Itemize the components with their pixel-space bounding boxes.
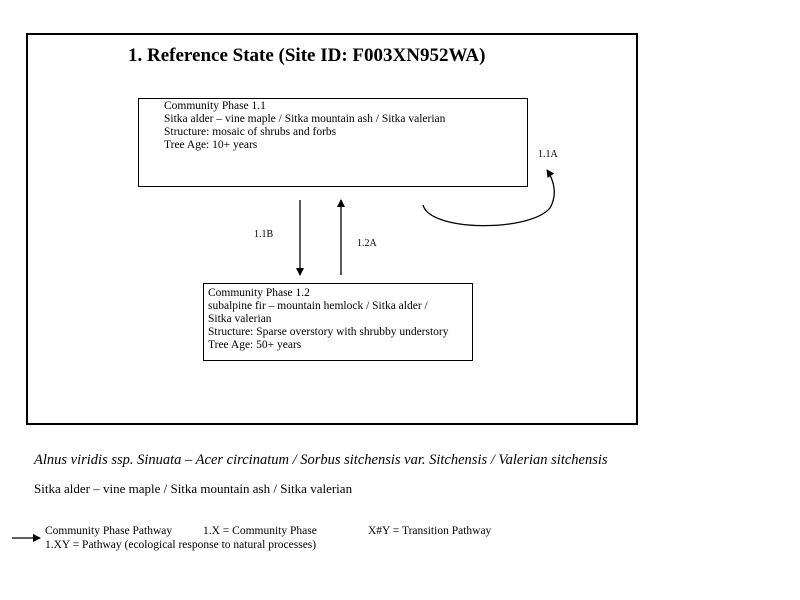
legend-phase-label: 1.X = Community Phase [203,525,317,537]
legend-pathway-definition: 1.XY = Pathway (ecological response to natural processes) [45,539,317,551]
phase-1-2-structure: Structure: Sparse overstory with shrubby understory [208,326,449,338]
phase-1-2-species-line2: Sitka valerian [208,313,272,325]
legend-transition-label: X#Y = Transition Pathway [368,525,492,537]
phase-1-2-species-line1: subalpine fir – mountain hemlock / Sitka alder / [208,300,428,312]
phase-1-2-tree-age: Tree Age: 50+ years [208,339,302,351]
phase-1-1-tree-age: Tree Age: 10+ years [164,139,258,151]
legend-pathway-label: Community Phase Pathway [45,525,173,537]
state-title: 1. Reference State (Site ID: F003XN952WA) [128,45,486,66]
phase-1-2-heading: Community Phase 1.2 [208,287,310,299]
legend [45,524,491,552]
pathway-1-1a-label: 1.1A [538,149,558,160]
pathway-1-1b-label: 1.1B [254,229,274,240]
phase-1-1-structure: Structure: mosaic of shrubs and forbs [164,126,337,138]
pathway-1-2a-label: 1.2A [357,238,377,249]
common-name: Sitka alder – vine maple / Sitka mountain ash / Sitka valerian [34,481,353,496]
phase-1-1-heading: Community Phase 1.1 [164,100,266,112]
scientific-name: Alnus viridis ssp. Sinuata – Acer circinatum / Sorbus sitchensis var. Sitchensis / Valerian sitchensis [34,452,608,468]
pathway-1-1a-loop-arrow [423,170,554,226]
phase-1-1-species: Sitka alder – vine maple / Sitka mountain ash / Sitka valerian [164,113,446,125]
